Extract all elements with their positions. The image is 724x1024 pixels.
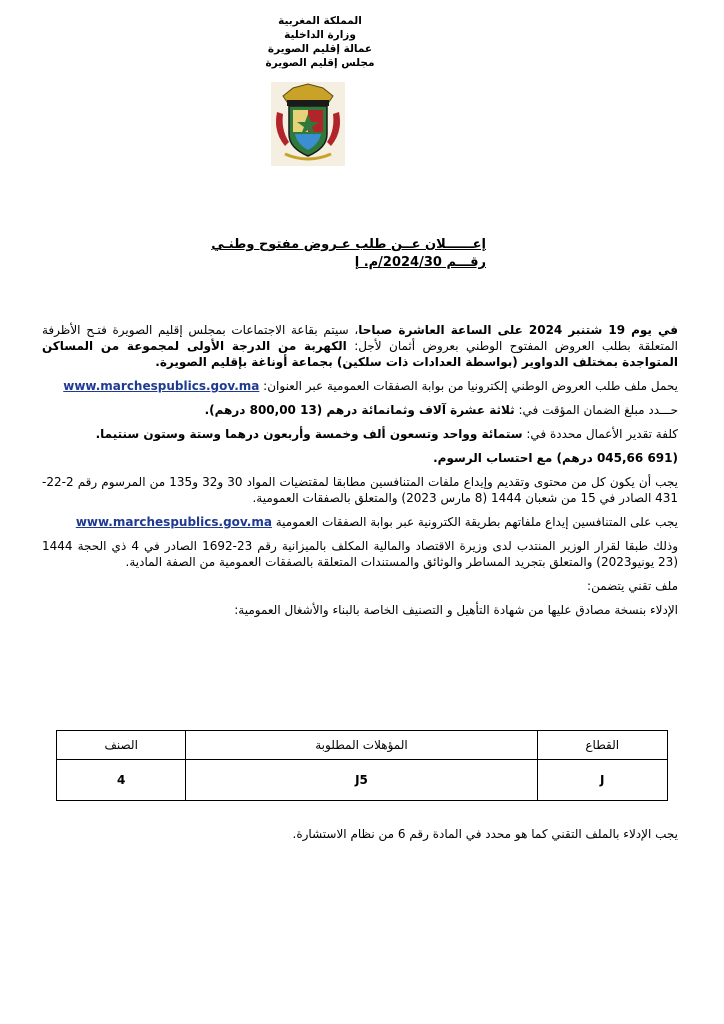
paragraph-guarantee	[42, 402, 678, 418]
paragraph-estimate	[42, 426, 678, 442]
guarantee-text: حـــدد مبلغ الضمان المؤقت في:	[514, 403, 678, 417]
portal-link-2[interactable]: www.marchespublics.gov.ma	[75, 515, 272, 529]
announcement-body	[42, 322, 678, 626]
regulation-text: يجب أن يكون كل من محتوى وتقديم وإيداع ملفات المتنافسين مطابقا لمقتضيات المواد 30 و32 و135 من المرسوم رقم 2-22-431 الصادر في 15 من شعبان 1444 (8 مارس 2023) والمتعلق بالصفقات العمومية.	[42, 475, 679, 505]
coat-of-arms-icon	[271, 82, 345, 166]
paragraph-technical-file	[42, 578, 678, 594]
qualification-text: الإدلاء بنسخة مصادق عليها من شهادة التأهيل و التصنيف الخاصة بالبناء والأشغال العمومية:	[234, 603, 678, 617]
paragraph-estimate-amount	[42, 450, 678, 466]
paragraph-regulation	[42, 474, 678, 506]
title-line-1: إعــــــلان عــن طلب عـروض مفتوح وطنـي	[211, 237, 486, 252]
issuer-header	[230, 14, 410, 70]
footer-note: يجب الإدلاء بالملف التقني كما هو محدد في المادة رقم 6 من نظام الاستشارة.	[292, 827, 678, 841]
paragraph-opening	[42, 322, 678, 370]
paragraph-download	[42, 378, 678, 394]
table-row	[57, 760, 668, 801]
header-sector: القطاع	[537, 731, 667, 760]
header-class: الصنف	[57, 731, 186, 760]
header-qualifications: المؤهلات المطلوبة	[186, 731, 537, 760]
technical-file-text: ملف تقني يتضمن:	[587, 579, 678, 593]
qualification-table	[56, 730, 668, 801]
paragraph-qualification	[42, 602, 678, 618]
cell-qualifications: J5	[186, 760, 537, 801]
header-council: مجلس إقليم الصويرة	[265, 57, 375, 69]
opening-date: في يوم 19 شتنبر 2024 على الساعة العاشرة صباحا	[358, 323, 678, 337]
header-prefecture: عمالة إقليم الصويرة	[267, 43, 373, 55]
estimate-words: ستمائة وواحد وتسعون ألف وخمسة وأربعون درهما وستة وستون سنتيما.	[95, 427, 523, 441]
guarantee-amount: ثلاثة عشرة آلاف وثمانمائة درهم (13 800,00 درهم).	[204, 403, 515, 417]
announcement-title	[200, 236, 486, 272]
paragraph-decree	[42, 538, 678, 570]
cell-sector: J	[537, 760, 667, 801]
download-text: يحمل ملف طلب العروض الوطني إلكترونيا من بوابة الصفقات العمومية عبر العنوان:	[259, 379, 678, 393]
header-ministry: وزارة الداخلية	[284, 29, 356, 41]
paragraph-electronic-deposit	[42, 514, 678, 530]
title-line-2: رقـــم 2024/30/م. إ	[354, 255, 486, 270]
deposit-text: يجب على المتنافسين إيداع ملفاتهم بطريقة الكترونية عبر بوابة الصفقات العمومية	[271, 515, 678, 529]
cell-class: 4	[57, 760, 186, 801]
portal-link[interactable]: www.marchespublics.gov.ma	[63, 379, 260, 393]
estimate-amount: (691 045,66 درهم) مع احتساب الرسوم.	[433, 451, 678, 465]
project-object: الكهربة من الدرجة الأولى لمجموعة من المساكن المتواجدة بمختلف الدواوير (بواسطة العدادات ذات سلكين) بجماعة أوناغة بإقليم الصويرة.	[42, 339, 678, 369]
opening-text: ، سيتم بقاعة الاجتماعات بمجلس إقليم الصويرة فتـح الأظرفة المتعلقة بطلب العروض المفتوح الوطني بعروض أثمان لأجل:	[42, 323, 678, 353]
estimate-text: كلفة تقدير الأعمال محددة في:	[522, 427, 678, 441]
decree-text: وذلك طبقا لقرار الوزير المنتدب لدى وزيرة الاقتصاد والمالية المكلف بالميزانية رقم 23-1692 الصادر في 4 ذي الحجة 1444 (23 يونيو2023) والمتعلق بتجريد المساطر والوثائق والمستندات المتعلقة بالصفقات العمومية من الصفة المادية.	[42, 539, 679, 569]
table-header-row	[57, 731, 668, 760]
header-kingdom: المملكة المغربية	[278, 15, 362, 27]
